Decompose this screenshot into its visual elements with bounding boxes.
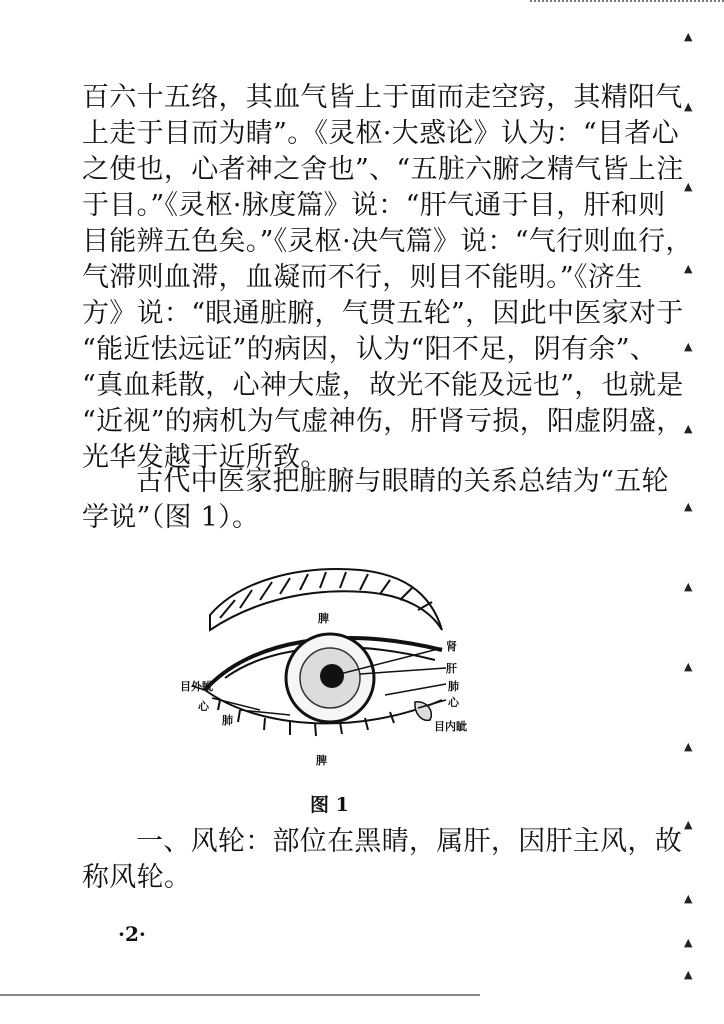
text-line: “真血耗散，心神大虚，故光不能及远也”，也就是 [82,370,684,401]
margin-mark: ▲ [684,422,693,435]
label-liver: 肝 [446,662,457,675]
figure-caption: 图 1 [310,794,349,816]
label-heart-right: 心 [448,696,459,709]
label-spleen-bottom: 脾 [316,754,327,767]
margin-mark: ▲ [684,968,693,981]
text-line: “近视”的病机为气虚神伤，肝肾亏损，阳虚阴盛， [82,406,684,437]
scan-edge-bottom [0,994,480,997]
text-line: 气滞则血滞，血凝而不行，则目不能明。”《济生 [82,262,643,293]
margin-mark: ▲ [684,180,693,193]
text-line: 古代中医家把脏腑与眼睛的关系总结为“五轮 [136,466,669,497]
margin-mark: ▲ [684,580,693,593]
text-line: 之使也，心者神之舍也”、“五脏六腑之精气皆上注 [82,154,684,185]
margin-mark: ▲ [684,100,693,113]
text-line: 上走于目而为睛”。《灵枢·大惑论》认为：“目者心 [82,118,679,149]
text-line: 光华发越于近所致。 [82,442,328,473]
margin-mark: ▲ [684,818,693,831]
label-kidney: 肾 [446,640,457,653]
margin-mark: ▲ [684,262,693,275]
paragraph-1 [82,80,693,476]
text-line: 一、风轮：部位在黑睛，属肝，因肝主风，故 [136,826,682,857]
label-spleen-top: 脾 [318,612,329,625]
label-inner-canthus: 目内眦 [434,720,467,733]
margin-mark: ▲ [684,340,693,353]
eye-diagram [180,560,470,780]
margin-mark: ▲ [684,936,693,949]
text-line: 称风轮。 [82,862,192,893]
label-lung-right: 肺 [448,680,459,693]
pointer-lung-left [240,710,290,715]
margin-mark: ▲ [684,740,693,753]
scan-edge-top [530,0,724,6]
paragraph-2 [82,464,669,536]
label-outer-canthus: 目外眦 [180,680,213,693]
text-line: 学说”（图 1）。 [82,502,260,533]
text-line: 目能辨五色矣。”《灵枢·决气篇》说：“气行则血行， [82,226,693,257]
text-line: 于目。”《灵枢·脉度篇》说：“肝气通于目，肝和则 [82,190,666,221]
margin-mark: ▲ [684,892,693,905]
text-line: 百六十五络，其血气皆上于面而走空窍，其精阳气 [82,82,683,113]
page-number: ·2· [118,922,146,946]
margin-mark: ▲ [684,500,693,513]
margin-mark: ▲ [684,30,693,43]
text-line: 方》说：“眼通脏腑，气贯五轮”，因此中医家对于 [82,298,684,329]
margin-mark: ▲ [684,660,693,673]
pointer-lung-right [385,684,446,695]
text-line: “能近怯远证”的病因，认为“阳不足，阴有余”、 [82,334,658,365]
five-wheels-eye-figure [180,560,470,780]
label-heart-left: 心 [198,700,209,713]
paragraph-3 [82,824,682,896]
label-lung-left: 肺 [222,714,233,727]
